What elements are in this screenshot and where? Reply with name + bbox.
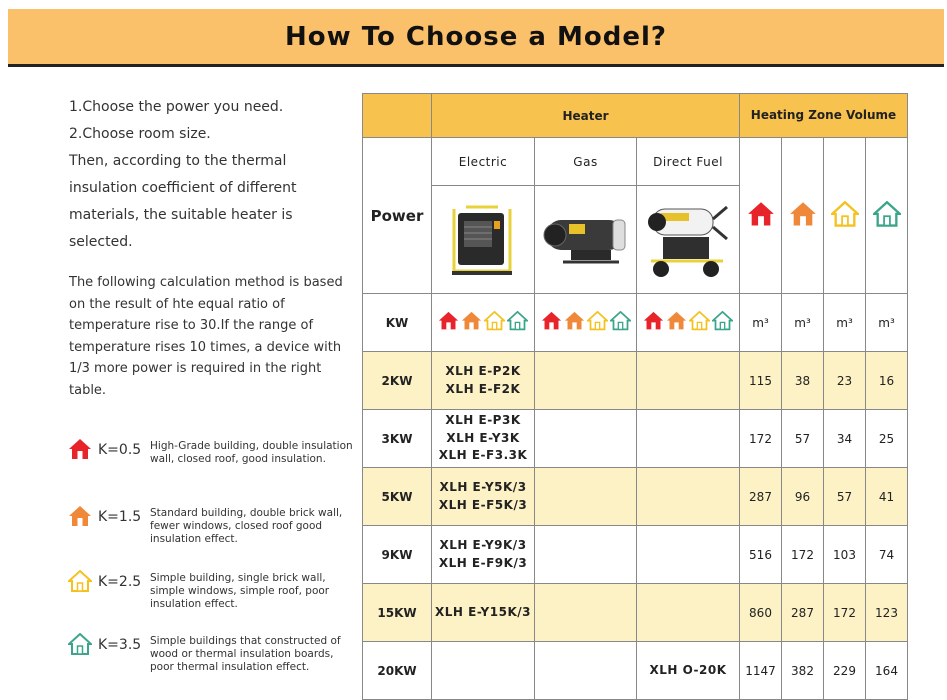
- zone-header: Heating Zone Volume: [740, 94, 908, 138]
- electric-models: [432, 468, 535, 526]
- electric-house-icons: [432, 294, 535, 352]
- volume-cell: 34: [824, 410, 866, 468]
- power-cell: 9KW: [363, 526, 432, 584]
- fuel-models: [637, 352, 740, 410]
- power-cell: 2KW: [363, 352, 432, 410]
- model-name: XLH E-Y9K/3: [439, 538, 527, 552]
- house-green-icon: [712, 311, 733, 333]
- step-line: materials, the suitable heater is: [69, 207, 293, 223]
- legend-item: [68, 440, 358, 466]
- volume-cell: 382: [782, 642, 824, 700]
- house-orange-icon: [789, 201, 817, 230]
- table-row: [363, 352, 908, 410]
- volume-cell: 516: [740, 526, 782, 584]
- zone-yellow: [824, 138, 866, 294]
- fuel-models: [637, 584, 740, 642]
- model-name: XLH E-F9K/3: [438, 555, 528, 570]
- calculation-note: The following calculation method is based on the result of hte equal ratio of temperature rise to 30.If the range of temperature rises 10 times, a device with 1/3 more power is required in the right table.: [69, 275, 343, 398]
- power-cell: 3KW: [363, 410, 432, 468]
- electric-models: [432, 410, 535, 468]
- gas-models: [535, 642, 637, 700]
- model-name: XLH E-F5K/3: [438, 497, 528, 512]
- volume-cell: 287: [782, 584, 824, 642]
- gas-models: [535, 352, 637, 410]
- house-red-icon: [747, 201, 775, 230]
- gas-models: [535, 526, 637, 584]
- step-line: 2.Choose room size.: [69, 126, 211, 142]
- house-red-icon: [68, 438, 92, 460]
- fuel-models: XLH O-20K: [637, 642, 740, 700]
- electric-models: [432, 584, 535, 642]
- legend-k-value: K=1.5: [98, 509, 142, 525]
- fuel-house-icons: [637, 294, 740, 352]
- unit-cell: m³: [782, 294, 824, 352]
- house-red-icon: [438, 311, 459, 333]
- power-label: Power: [363, 138, 432, 294]
- unit-cell: m³: [866, 294, 908, 352]
- volume-cell: 38: [782, 352, 824, 410]
- house-yellow-icon: [68, 570, 92, 592]
- direct-fuel-heater-image: [637, 186, 740, 294]
- zone-red: [740, 138, 782, 294]
- volume-cell: 16: [866, 352, 908, 410]
- house-green-icon: [873, 201, 901, 230]
- table-row: [363, 410, 908, 468]
- house-yellow-icon: [689, 311, 710, 333]
- type-gas: Gas: [535, 138, 637, 186]
- model-name: XLH E-P2K: [445, 364, 521, 378]
- instructions: [69, 94, 354, 256]
- power-cell: 15KW: [363, 584, 432, 642]
- unit-cell: m³: [824, 294, 866, 352]
- electric-heater-image: [432, 186, 535, 294]
- table-row: [363, 642, 908, 700]
- type-electric: Electric: [432, 138, 535, 186]
- volume-cell: 1147: [740, 642, 782, 700]
- kw-label: KW: [363, 294, 432, 352]
- model-name: XLH E-Y5K/3: [439, 480, 527, 494]
- volume-cell: 41: [866, 468, 908, 526]
- volume-cell: 96: [782, 468, 824, 526]
- step-line: selected.: [69, 234, 133, 250]
- corner-cell: [363, 94, 432, 138]
- house-orange-icon: [666, 311, 687, 333]
- volume-cell: 74: [866, 526, 908, 584]
- volume-cell: 287: [740, 468, 782, 526]
- legend-description: Standard building, double brick wall, fewer windows, closed roof good insulation effect.: [150, 507, 343, 545]
- heater-header: Heater: [432, 94, 740, 138]
- volume-cell: 57: [824, 468, 866, 526]
- legend-k-value: K=0.5: [98, 442, 142, 458]
- electric-models: [432, 352, 535, 410]
- legend-item: [68, 635, 358, 674]
- unit-cell: m³: [740, 294, 782, 352]
- fuel-models: [637, 468, 740, 526]
- table-row: [363, 584, 908, 642]
- volume-cell: 164: [866, 642, 908, 700]
- legend-item: [68, 507, 358, 546]
- legend-description: Simple buildings that constructed of wood or thermal insulation boards, poor thermal insulation effect.: [150, 635, 341, 673]
- step-line: insulation coefficient of different: [69, 180, 297, 196]
- gas-models: [535, 584, 637, 642]
- page-title: How To Choose a Model?: [285, 21, 667, 52]
- house-yellow-icon: [831, 201, 859, 230]
- legend-item: [68, 572, 358, 611]
- fuel-models: [637, 410, 740, 468]
- house-green-icon: [68, 633, 92, 655]
- gas-house-icons: [535, 294, 637, 352]
- house-orange-icon: [564, 311, 585, 333]
- gas-models: [535, 410, 637, 468]
- house-orange-icon: [68, 505, 92, 527]
- house-red-icon: [541, 311, 562, 333]
- power-cell: 5KW: [363, 468, 432, 526]
- model-table: [362, 93, 908, 700]
- model-name: XLH E-F2K: [445, 381, 521, 396]
- title-banner: [8, 9, 944, 67]
- power-cell: 20KW: [363, 642, 432, 700]
- house-green-icon: [610, 311, 631, 333]
- model-rows: [363, 352, 908, 700]
- legend-description: Simple building, single brick wall, simple windows, simple roof, poor insulation effect.: [150, 572, 330, 610]
- model-name: XLH E-Y3K: [446, 430, 520, 445]
- house-yellow-icon: [587, 311, 608, 333]
- house-red-icon: [643, 311, 664, 333]
- volume-cell: 23: [824, 352, 866, 410]
- volume-cell: 172: [782, 526, 824, 584]
- model-name: XLH E-P3K: [445, 413, 521, 428]
- volume-cell: 860: [740, 584, 782, 642]
- house-yellow-icon: [484, 311, 505, 333]
- zone-orange: [782, 138, 824, 294]
- model-name: XLH E-F3.3K: [438, 448, 528, 463]
- legend-description: High-Grade building, double insulation wall, closed roof, good insulation.: [150, 440, 353, 465]
- gas-heater-image: [535, 186, 637, 294]
- house-orange-icon: [461, 311, 482, 333]
- volume-cell: 115: [740, 352, 782, 410]
- legend-k-value: K=3.5: [98, 637, 142, 653]
- table-row: [363, 526, 908, 584]
- model-name: XLH E-Y15K/3: [435, 604, 531, 619]
- volume-cell: 123: [866, 584, 908, 642]
- electric-models: [432, 526, 535, 584]
- volume-cell: 172: [740, 410, 782, 468]
- step-line: 1.Choose the power you need.: [69, 99, 284, 115]
- volume-cell: 57: [782, 410, 824, 468]
- fuel-models: [637, 526, 740, 584]
- volume-cell: 103: [824, 526, 866, 584]
- legend-k-value: K=2.5: [98, 574, 142, 590]
- volume-cell: 25: [866, 410, 908, 468]
- volume-cell: 172: [824, 584, 866, 642]
- volume-cell: 229: [824, 642, 866, 700]
- house-green-icon: [507, 311, 528, 333]
- gas-models: [535, 468, 637, 526]
- type-direct-fuel: Direct Fuel: [637, 138, 740, 186]
- step-line: Then, according to the thermal: [69, 153, 287, 169]
- table-row: [363, 468, 908, 526]
- electric-models: [432, 642, 535, 700]
- zone-green: [866, 138, 908, 294]
